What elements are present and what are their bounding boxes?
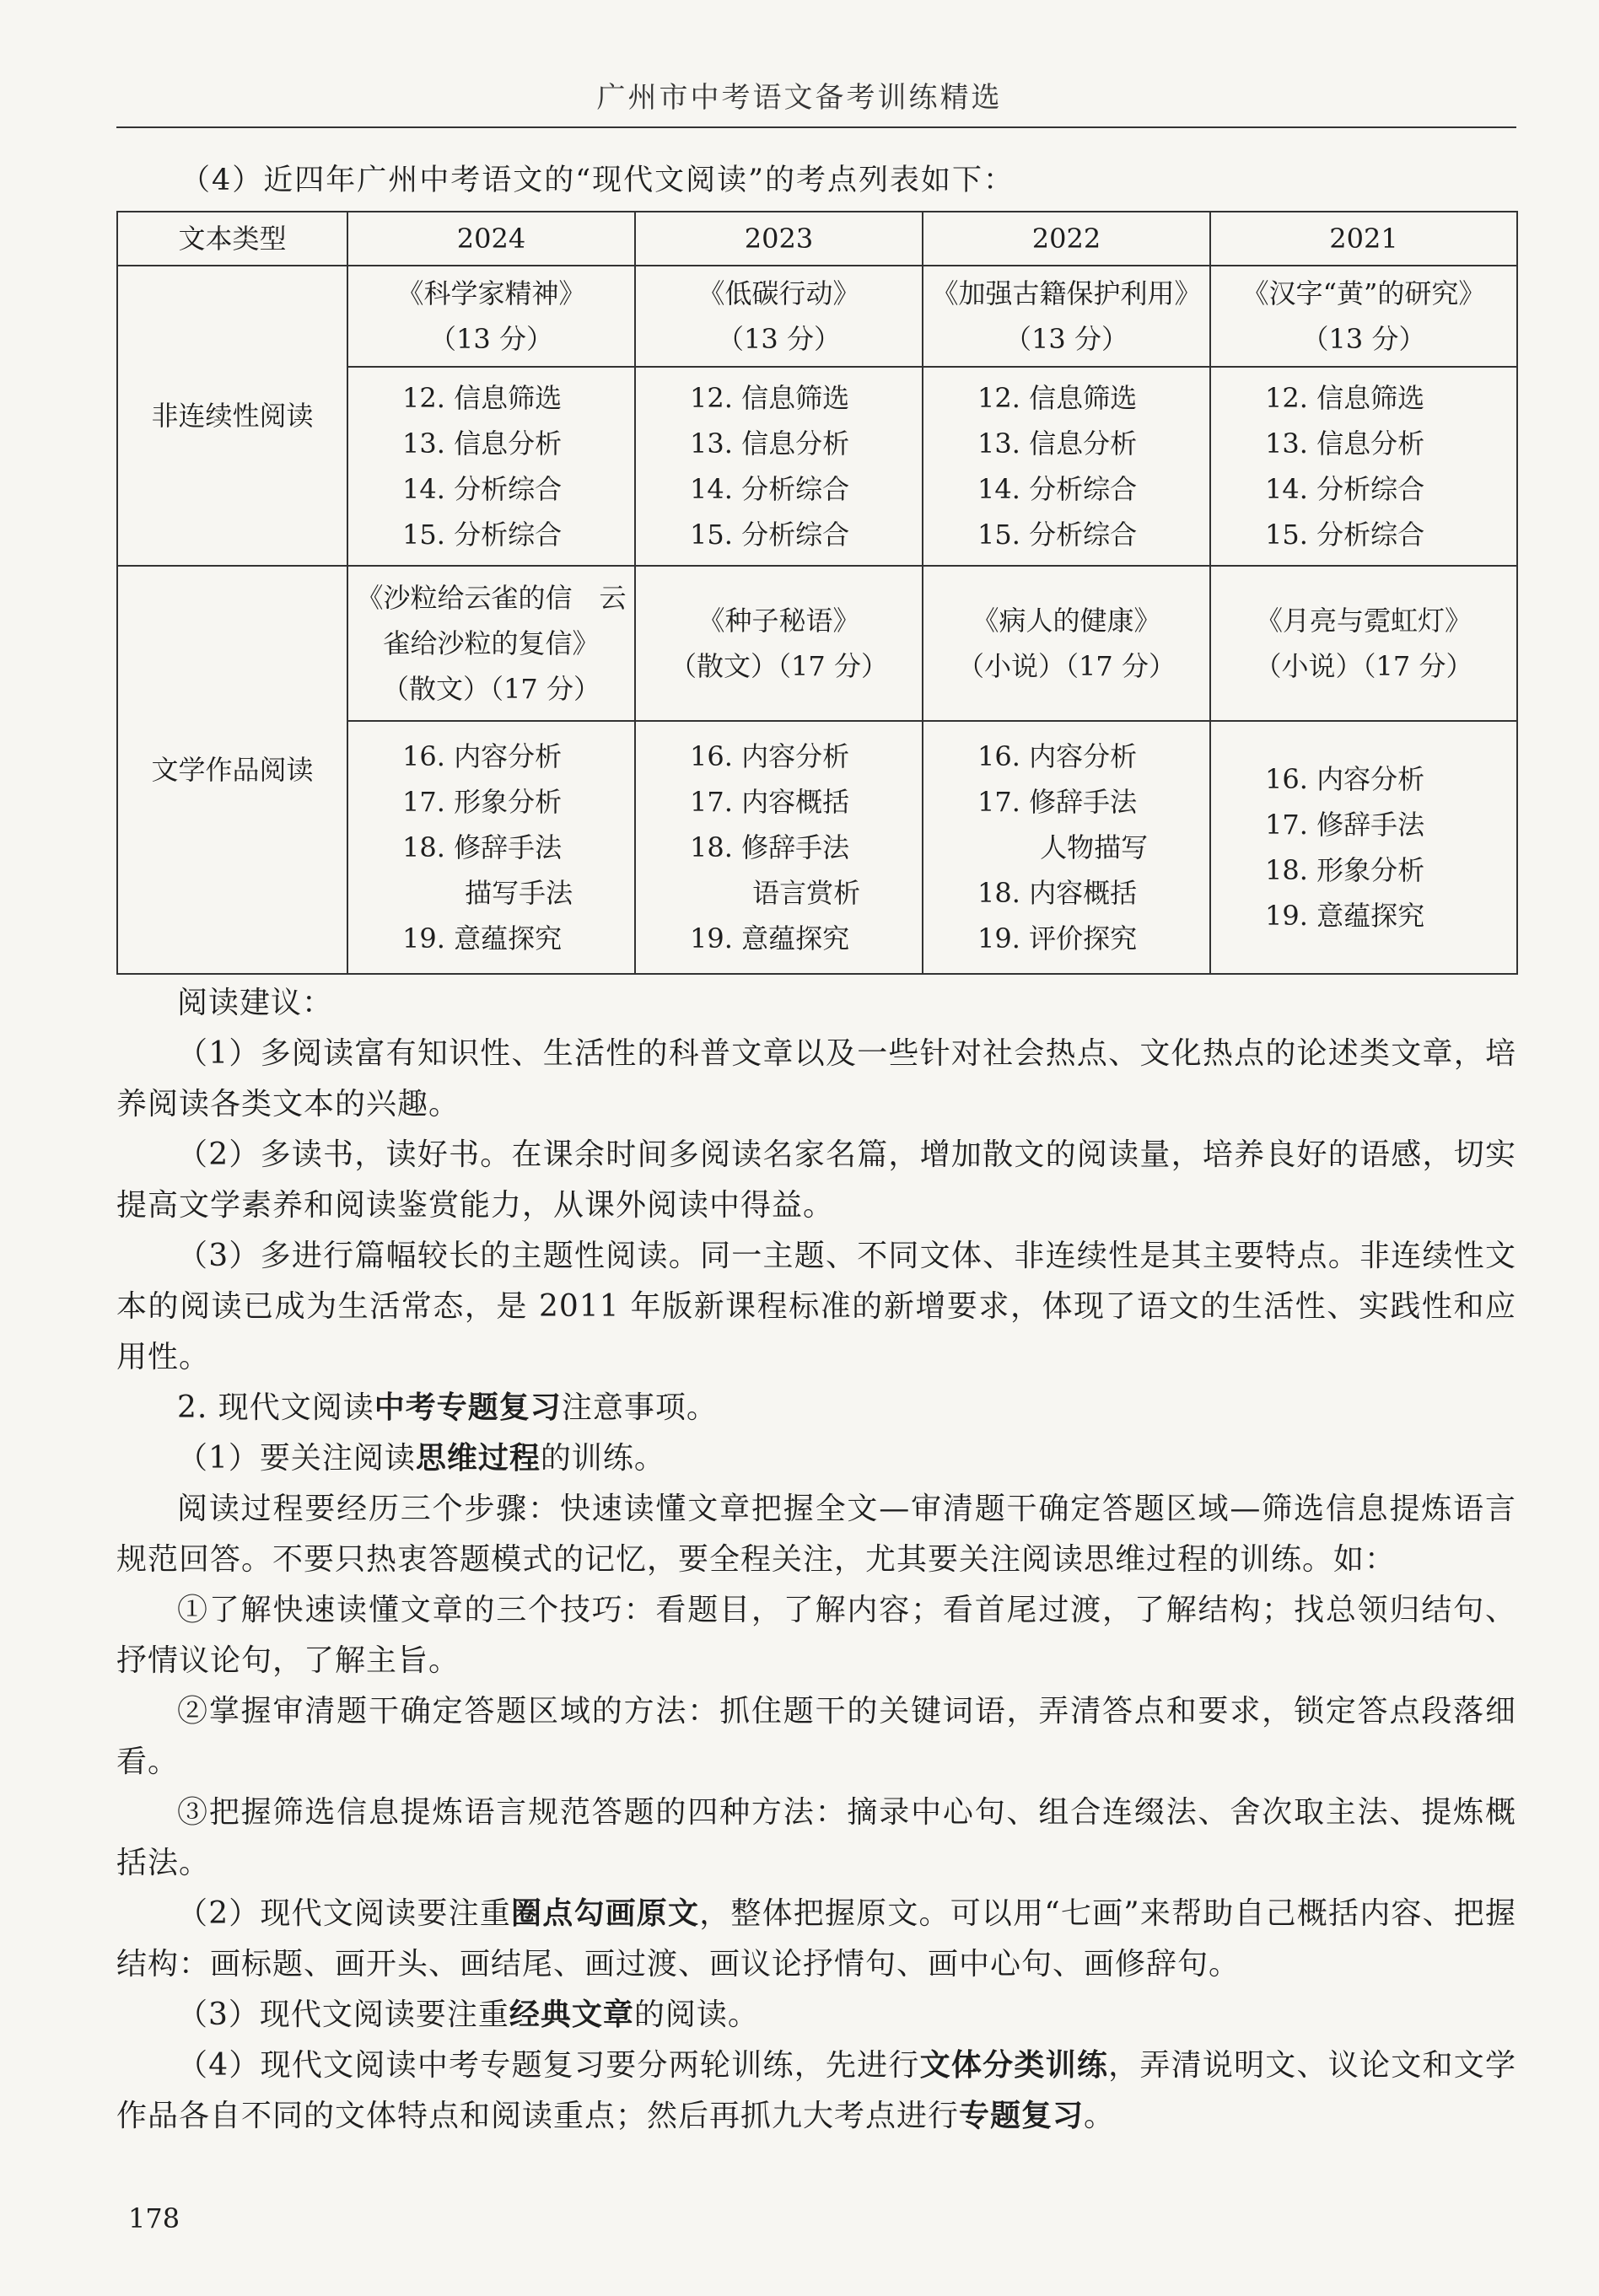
header-cell: 2024 bbox=[347, 212, 635, 266]
header-cell: 2023 bbox=[635, 212, 923, 266]
exam-topics-cell: 12. 信息筛选 13. 信息分析 14. 分析综合 15. 分析综合 bbox=[1210, 367, 1517, 566]
exam-topics-cell: 16. 内容分析 17. 修辞手法 人物描写 18. 内容概括 19. 评价探究 bbox=[923, 721, 1210, 974]
table-row bbox=[117, 266, 1517, 367]
article-title-cell: 《种子秘语》 （散文）（17 分） bbox=[635, 566, 923, 721]
paragraph: ①了解快速读懂文章的三个技巧：看题目，了解内容；看首尾过渡，了解结构；找总领归结句、抒情议论句，了解主旨。 bbox=[116, 1593, 1516, 1678]
paragraph: （4）现代文阅读中考专题复习要分两轮训练，先进行文体分类训练，弄清说明文、议论文和文学作品各自不同的文体特点和阅读重点；然后再抓九大考点进行专题复习。 bbox=[116, 2048, 1516, 2133]
paragraph: （3）多进行篇幅较长的主题性阅读。同一主题、不同文体、非连续性是其主要特点。非连续性文本的阅读已成为生活常态，是 2011 年版新课程标准的新增要求，体现了语文的生活性、实践性和应用性。 bbox=[116, 1239, 1516, 1374]
header-cell: 文本类型 bbox=[117, 212, 347, 266]
paragraph: （3）现代文阅读要注重经典文章的阅读。 bbox=[177, 1998, 759, 2032]
paragraph: （2）多读书，读好书。在课余时间多阅读名家名篇，增加散文的阅读量，培养良好的语感，切实提高文学素养和阅读鉴赏能力，从课外阅读中得益。 bbox=[116, 1137, 1516, 1223]
table-row bbox=[117, 566, 1517, 721]
running-header: 广州市中考语文备考训练精选 bbox=[596, 81, 1003, 115]
text-type-cell: 文学作品阅读 bbox=[117, 566, 347, 974]
exam-topics-cell: 16. 内容分析 17. 内容概括 18. 修辞手法 语言赏析 19. 意蕴探究 bbox=[635, 721, 923, 974]
exam-topics-cell: 12. 信息筛选 13. 信息分析 14. 分析综合 15. 分析综合 bbox=[347, 367, 635, 566]
table-header-row bbox=[117, 212, 1517, 266]
header-rule bbox=[116, 126, 1516, 128]
paragraph: （2）现代文阅读要注重圈点勾画原文，整体把握原文。可以用“七画”来帮助自己概括内容、把握结构：画标题、画开头、画结尾、画过渡、画议论抒情句、画中心句、画修辞句。 bbox=[116, 1896, 1516, 1981]
article-title-cell: 《科学家精神》 （13 分） bbox=[347, 266, 635, 367]
paragraph: （1）要关注阅读思维过程的训练。 bbox=[177, 1441, 665, 1476]
header-cell: 2021 bbox=[1210, 212, 1517, 266]
exam-topics-cell: 16. 内容分析 17. 修辞手法 18. 形象分析 19. 意蕴探究 bbox=[1210, 721, 1517, 974]
article-title-cell: 《低碳行动》 （13 分） bbox=[635, 266, 923, 367]
exam-topics-cell: 12. 信息筛选 13. 信息分析 14. 分析综合 15. 分析综合 bbox=[923, 367, 1210, 566]
paragraph: （1）多阅读富有知识性、生活性的科普文章以及一些针对社会热点、文化热点的论述类文章，培养阅读各类文本的兴趣。 bbox=[116, 1036, 1516, 1121]
paragraph: 阅读过程要经历三个步骤：快速读懂文章把握全文—审清题干确定答题区域—筛选信息提炼语言规范回答。不要只热衷答题模式的记忆，要全程关注，尤其要关注阅读思维过程的训练。如： bbox=[116, 1492, 1516, 1577]
article-title-cell: 《月亮与霓虹灯》 （小说）（17 分） bbox=[1210, 566, 1517, 721]
reading-advice bbox=[116, 978, 1516, 2142]
page-number: 178 bbox=[128, 2202, 180, 2234]
advice-heading: 阅读建议： bbox=[177, 986, 334, 1020]
article-title-cell: 《加强古籍保护利用》 （13 分） bbox=[923, 266, 1210, 367]
header-cell: 2022 bbox=[923, 212, 1210, 266]
paragraph: ③把握筛选信息提炼语言规范答题的四种方法：摘录中心句、组合连缀法、舍次取主法、提炼概括法。 bbox=[116, 1795, 1516, 1880]
exam-topics-cell: 12. 信息筛选 13. 信息分析 14. 分析综合 15. 分析综合 bbox=[635, 367, 923, 566]
article-title-cell: 《汉字“黄”的研究》 （13 分） bbox=[1210, 266, 1517, 367]
exam-points-table bbox=[116, 211, 1518, 975]
text-type-cell: 非连续性阅读 bbox=[117, 266, 347, 566]
section-heading: 2. 现代文阅读中考专题复习注意事项。 bbox=[177, 1390, 718, 1425]
paragraph: ②掌握审清题干确定答题区域的方法：抓住题干的关键词语，弄清答点和要求，锁定答点段落细看。 bbox=[116, 1694, 1516, 1779]
table-intro: （4）近四年广州中考语文的“现代文阅读”的考点列表如下： bbox=[180, 164, 1015, 197]
article-title-cell: 《沙粒给云雀的信 云 雀给沙粒的复信》 （散文）（17 分） bbox=[347, 566, 635, 721]
exam-topics-cell: 16. 内容分析 17. 形象分析 18. 修辞手法 描写手法 19. 意蕴探究 bbox=[347, 721, 635, 974]
article-title-cell: 《病人的健康》 （小说）（17 分） bbox=[923, 566, 1210, 721]
